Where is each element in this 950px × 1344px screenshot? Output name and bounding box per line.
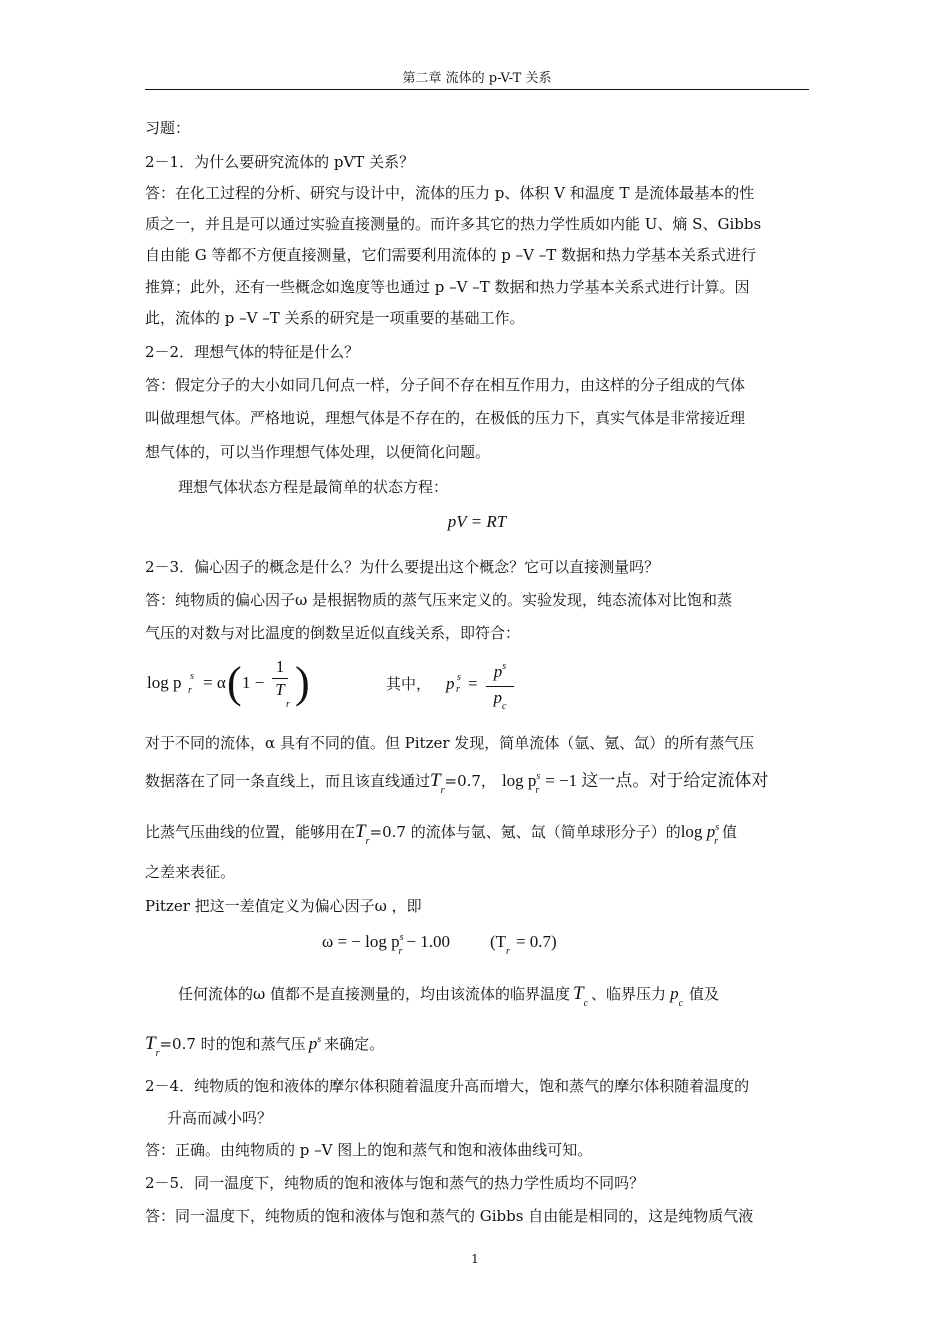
where-label: 其中， [386,675,432,693]
answer-2-2-line: 答：假定分子的大小如同几何点一样，分子间不存在相互作用力，由这样的分子组成的气体 [145,376,746,394]
question-2-2: 2－2．理想气体的特征是什么？ [145,343,360,361]
fraction-1-over-Tr [272,657,288,701]
log-pr-s: log p [501,771,537,790]
left-paren: ( [227,658,242,707]
omega-eq-part: = 0.7) [515,932,557,951]
subscript-r: r [714,836,718,847]
pitzer-definition-line: Pitzer 把这一差值定义为偏心因子ω ，即 [145,897,422,915]
omega-measure-line [145,1034,384,1057]
Tr-symbol: T [355,821,366,842]
answer-2-2-line: 想气体的，可以当作理想气体处理，以便简化问题。 [145,443,491,461]
answer-2-4: 答：正确。由纯物质的 p –V 图上的饱和蒸气和饱和液体曲线可知。 [145,1141,593,1159]
equals-sign: = [468,674,478,693]
answer-2-1-line: 推算；此外，还有一些概念如逸度等也通过 p –V –T 数据和热力学基本关系式进行计算。因 [145,278,750,296]
question-2-4-cont: 升高而减小吗？ [167,1109,273,1127]
subscript-r: r [188,685,192,696]
fraction-numerator [486,662,514,685]
subscript-r: r [535,785,540,796]
text-segment: 数据落在了同一条直线上，而且该直线通过 [145,772,431,790]
text-segment: = −1 这一点。对于给定流体对 [545,771,769,790]
question-2-5: 2－5．同一温度下，纯物质的饱和液体与饱和蒸气的热力学性质均不同吗？ [145,1174,645,1192]
superscript-s: s [715,822,720,833]
superscript-s: s [536,771,541,782]
pc-denominator: p [493,688,503,707]
superscript-s: s [399,932,404,943]
alpha-paragraph-line: 对于不同的流体，α 具有不同的值。但 Pitzer 发现，简单流体（氩、氪、氙）的所有蒸气压 [145,734,755,752]
log-pr-s: log [680,822,707,841]
subscript-r: r [365,836,370,847]
superscript-s: s [317,1034,322,1045]
answer-2-1-line: 质之一，并且是可以通过实验直接测量的。而许多其它的热力学性质如内能 U、熵 S、Gibbs [145,215,762,233]
answer-2-1-line: 此，流体的 p –V –T 关系的研究是一项重要的基础工作。 [145,309,525,327]
answer-2-3-line: 气压的对数与对比温度的倒数呈近似直线关系，即符合： [145,624,521,642]
omega-eq-part: ω = − log p [322,932,400,951]
superscript-s: s [502,661,507,672]
subscript-c: c [583,998,589,1009]
fraction-denominator: T [275,680,285,699]
text-segment: =0.7 时的饱和蒸气压 [159,1035,306,1053]
answer-2-1-line: 答：在化工过程的分析、研究与设计中，流体的压力 p、体积 V 和温度 T 是流体最基本的性 [145,184,755,202]
subscript-r: r [286,699,290,710]
question-2-1: 2－1．为什么要研究流体的 pVT 关系？ [145,153,415,171]
page-header: 第二章 流体的 p-V-T 关系 [402,71,552,86]
omega-measure-line [178,984,719,1007]
ps-numerator: p [493,662,503,681]
subscript-r: r [155,1048,160,1059]
pitzer-line [145,771,768,794]
pr-symbol: p [446,674,455,693]
answer-2-3-line: 答：纯物质的偏心因子ω 是根据物质的蒸气压来定义的。实验发现，纯态流体对比饱和蒸 [145,591,733,609]
text-segment: 、临界压力 [591,985,667,1003]
p-symbol: p [706,822,716,841]
right-paren: ) [295,658,310,707]
omega-eq-part: − 1.00 [406,932,450,951]
pitzer-line [145,822,737,845]
omega-equation [322,932,557,957]
page-number: 1 [471,1252,479,1266]
exercises-heading: 习题： [145,119,191,137]
subscript-r: r [398,946,403,957]
Tr-symbol: T [430,770,441,791]
superscript-s: s [457,672,461,683]
text-segment: 值 [722,823,738,841]
subscript-c: c [678,998,684,1009]
pc-symbol: p [670,984,679,1003]
answer-2-1-line: 自由能 G 等都不方便直接测量，它们需要利用流体的 p –V –T 数据和热力学基本关系式进行 [145,246,757,264]
p-symbol: p [308,1034,318,1053]
text-segment: 值及 [689,985,720,1003]
Tr-symbol: T [145,1033,156,1054]
question-2-3: 2－3．偏心因子的概念是什么？为什么要提出这个概念？它可以直接测量吗？ [145,558,660,576]
answer-2-2-line: 叫做理想气体。严格地说，理想气体是不存在的，在极低的压力下，真实气体是非常接近理 [145,409,746,427]
subscript-r: r [440,785,445,796]
answer-2-5: 答：同一温度下，纯物质的饱和液体与饱和蒸气的 Gibbs 自由能是相同的，这是纯物质气液 [145,1207,754,1225]
superscript-s: s [190,671,194,682]
log-text: log p [147,673,182,692]
fraction-numerator: 1 [275,657,285,676]
text-segment: 比蒸气压曲线的位置，能够用在 [145,823,356,841]
text-segment: 来确定。 [324,1035,385,1053]
equals-alpha: = α [203,673,226,692]
header-rule [145,89,809,90]
fraction-denominator [486,687,514,712]
subscript-r: r [456,684,460,695]
one-minus: 1 − [242,673,265,692]
question-2-4: 2－4．纯物质的饱和液体的摩尔体积随着温度升高而增大，饱和蒸气的摩尔体积随着温度的 [145,1077,750,1095]
Tc-symbol: T [573,983,584,1004]
text-segment: =0.7 的流体与氩、氪、氙（简单球形分子）的 [369,823,681,841]
ideal-gas-intro: 理想气体状态方程是最简单的状态方程： [178,478,449,496]
subscript-c: c [502,701,507,712]
omega-eq-part: (T [490,932,507,951]
ideal-gas-equation: pV = RT [447,512,507,531]
subscript-r: r [506,946,510,957]
text-segment: =0.7， [444,772,496,790]
text-segment: 任何流体的ω 值都不是直接测量的，均由该流体的临界温度 [178,985,571,1003]
pitzer-line: 之差来表征。 [145,863,236,881]
fraction-ps-over-pc [486,662,514,712]
